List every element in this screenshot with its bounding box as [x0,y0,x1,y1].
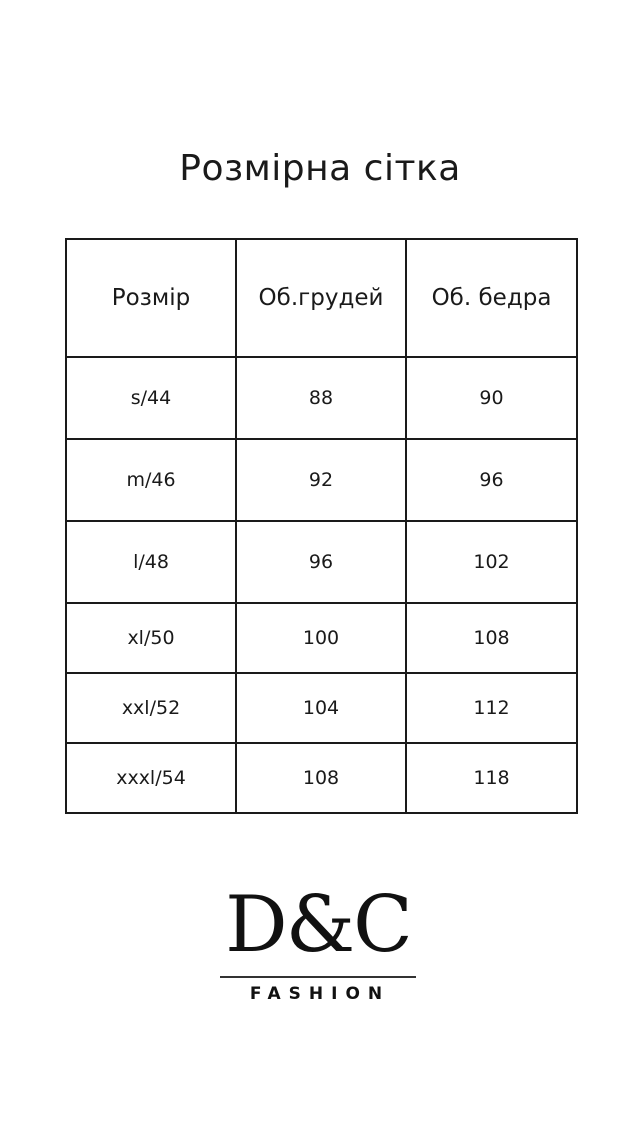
logo-mark: D&C [225,880,411,970]
cell-chest: 96 [236,521,406,603]
cell-size: l/48 [66,521,236,603]
cell-chest: 88 [236,357,406,439]
header-chest: Об.грудей [236,239,406,357]
logo-subtitle: FASHION [249,984,391,1004]
cell-size: xl/50 [66,603,236,673]
cell-size: xxxl/54 [66,743,236,813]
brand-logo [220,880,416,1010]
cell-size: m/46 [66,439,236,521]
table-row [66,743,577,813]
logo-divider [220,976,416,978]
cell-chest: 104 [236,673,406,743]
cell-hips: 102 [406,521,577,603]
cell-size: s/44 [66,357,236,439]
cell-hips: 96 [406,439,577,521]
cell-hips: 108 [406,603,577,673]
cell-hips: 90 [406,357,577,439]
header-size: Розмір [66,239,236,357]
cell-chest: 108 [236,743,406,813]
table-row [66,521,577,603]
header-hips: Об. бедра [406,239,577,357]
cell-hips: 112 [406,673,577,743]
table-row [66,603,577,673]
page-title: Розмірна сітка [179,148,461,189]
table-row [66,439,577,521]
cell-chest: 100 [236,603,406,673]
size-chart-table [65,238,578,814]
cell-hips: 118 [406,743,577,813]
table-row [66,357,577,439]
cell-size: xxl/52 [66,673,236,743]
cell-chest: 92 [236,439,406,521]
table-header-row [66,239,577,357]
table-row [66,673,577,743]
